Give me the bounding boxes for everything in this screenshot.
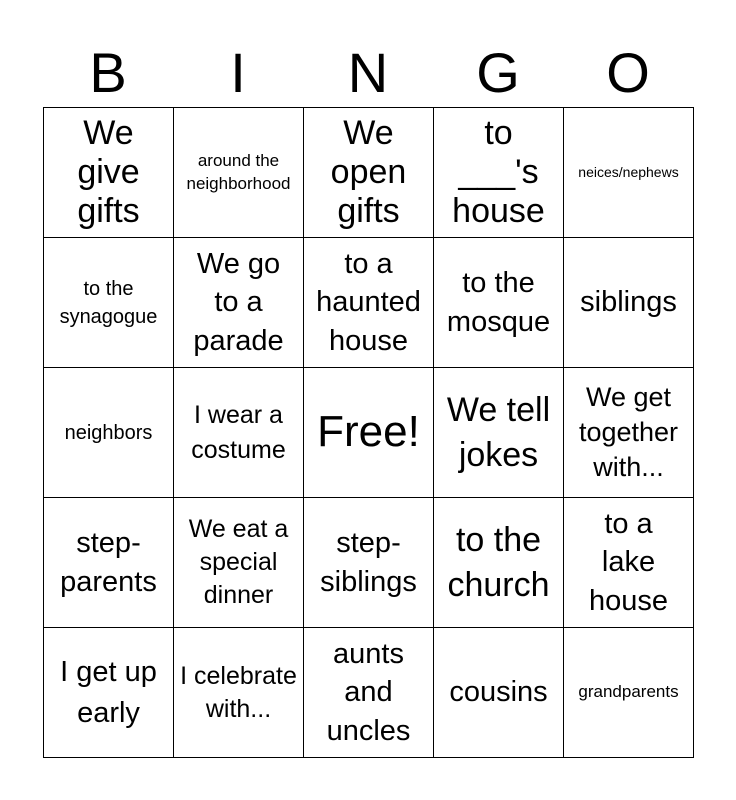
bingo-cell[interactable] (174, 238, 304, 368)
bingo-cell[interactable] (564, 108, 694, 238)
header-letter-g: G (476, 41, 520, 104)
bingo-cell[interactable] (304, 238, 434, 368)
cell-text: step-siblings (320, 526, 417, 598)
cell-text: aunts and uncles (326, 637, 411, 747)
cell-text: We eat a special dinner (188, 514, 289, 610)
bingo-cell[interactable] (304, 108, 434, 238)
bingo-cell[interactable] (434, 368, 564, 498)
bingo-cell[interactable] (304, 368, 434, 498)
bingo-cell[interactable] (564, 368, 694, 498)
bingo-cell[interactable] (434, 498, 564, 628)
cell-text: We tell jokes (446, 391, 551, 474)
bingo-cell[interactable] (174, 498, 304, 628)
bingo-cell[interactable] (44, 628, 174, 758)
cell-text: I get up early (60, 655, 157, 729)
bingo-cell[interactable] (44, 108, 174, 238)
bingo-header (43, 40, 693, 106)
bingo-cell[interactable] (304, 628, 434, 758)
header-letter-o: O (606, 41, 650, 104)
free-space: Free! (317, 407, 420, 457)
header-letter-i: I (230, 41, 246, 104)
cell-text: I celebrate with... (180, 662, 297, 723)
cell-text: We open gifts (330, 113, 407, 231)
cell-text: step-parents (60, 526, 157, 598)
bingo-cell[interactable] (434, 108, 564, 238)
cell-text: to the synagogue (59, 277, 158, 328)
bingo-cell[interactable] (174, 368, 304, 498)
cell-text: to the church (447, 521, 550, 604)
cell-text: to ___'s house (452, 113, 545, 231)
cell-text: neices/nephews (578, 164, 679, 181)
bingo-board (43, 107, 694, 758)
header-letter-n: N (347, 41, 389, 104)
cell-text: We get together with... (578, 381, 679, 483)
bingo-cell[interactable] (304, 498, 434, 628)
bingo-cell[interactable] (44, 368, 174, 498)
bingo-cell[interactable] (564, 238, 694, 368)
bingo-cell[interactable] (44, 238, 174, 368)
cell-text: to the mosque (446, 266, 551, 338)
cell-text: grandparents (578, 682, 679, 702)
bingo-cell[interactable] (564, 498, 694, 628)
bingo-cell[interactable] (564, 628, 694, 758)
cell-text: I wear a costume (191, 400, 286, 464)
cell-text: neighbors (64, 421, 153, 444)
bingo-cell[interactable] (174, 628, 304, 758)
bingo-cell[interactable] (434, 628, 564, 758)
bingo-cell[interactable] (44, 498, 174, 628)
cell-text: cousins (449, 676, 548, 709)
cell-text: siblings (580, 286, 677, 319)
cell-text: We give gifts (77, 113, 140, 231)
cell-text: We go to a parade (193, 247, 284, 357)
cell-text: to a lake house (588, 507, 668, 617)
bingo-cell[interactable] (434, 238, 564, 368)
cell-text: to a haunted house (316, 247, 421, 357)
cell-text: around the neighborhood (186, 150, 291, 193)
bingo-cell[interactable] (174, 108, 304, 238)
header-letter-b: B (89, 41, 127, 104)
